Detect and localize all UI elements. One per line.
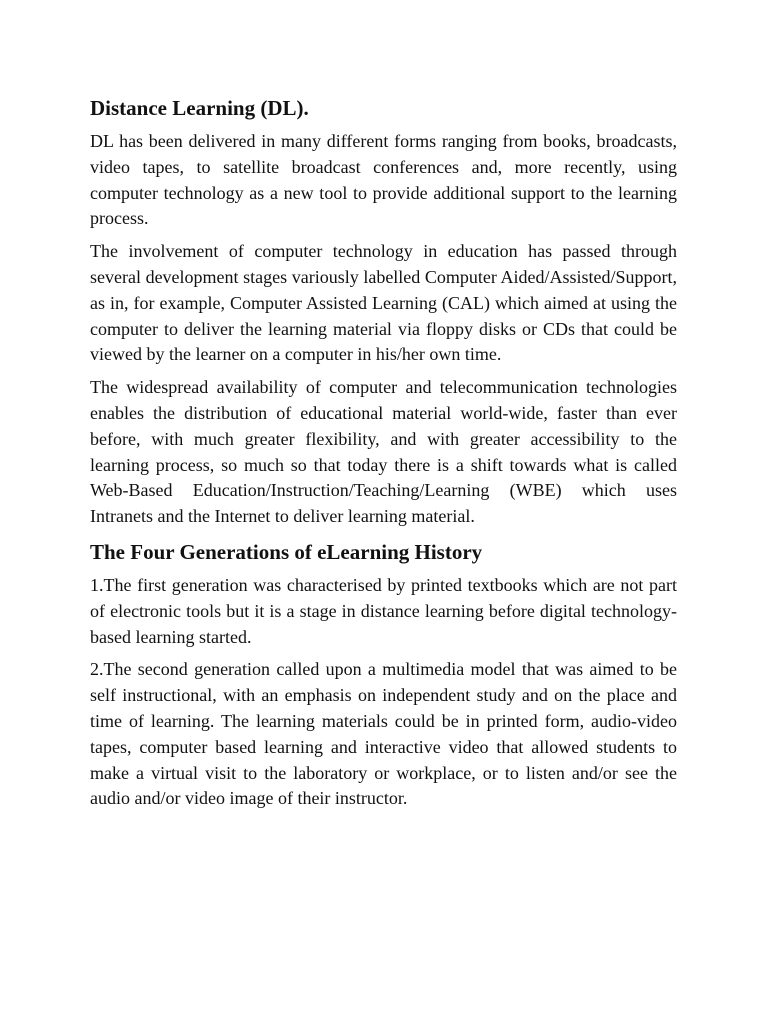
- paragraph-computer-technology: The involvement of computer technology in education has passed through several development stages variously labelled Computer Aided/Assisted/Support, as in, for example, Computer Assisted Learning (CAL) which aimed at using the computer to deliver the learning material via floppy disks or CDs that could be viewed by the learner on a computer in his/her own time.: [90, 241, 677, 365]
- paragraph-first-generation: 1.The first generation was characterised by printed textbooks which are not part of electronic tools but it is a stage in distance learning before digital technology-based learning started.: [90, 574, 677, 647]
- section-heading-distance-learning: Distance Learning (DL).: [90, 96, 309, 120]
- paragraph-dl-forms: DL has been delivered in many different forms ranging from books, broadcasts, video tapes, to satellite broadcast conferences and, more recently, using computer technology as a new tool to provide additional support to the learning process.: [90, 131, 677, 229]
- section-heading-four-generations: The Four Generations of eLearning History: [90, 539, 483, 564]
- document-page: [90, 93, 677, 819]
- paragraph-widespread-availability: The widespread availability of computer and telecommunication technologies enables the distribution of educational material world-wide, faster than ever before, with much greater flexibility, and with greater accessibility to the learning process, so much so that today there is a shift towards what is called Web-Based Education/Instruction/Teaching/Learning (WBE) which uses Intranets and the Internet to deliver learning material.: [90, 377, 677, 527]
- paragraph-second-generation: 2.The second generation called upon a multimedia model that was aimed to be self instructional, with an emphasis on independent study and on the place and time of learning. The learning materials could be in printed form, audio-video tapes, computer based learning and interactive video that allowed students to make a virtual visit to the laboratory or workplace, or to listen and/or see the audio and/or video image of their instructor.: [90, 659, 677, 809]
